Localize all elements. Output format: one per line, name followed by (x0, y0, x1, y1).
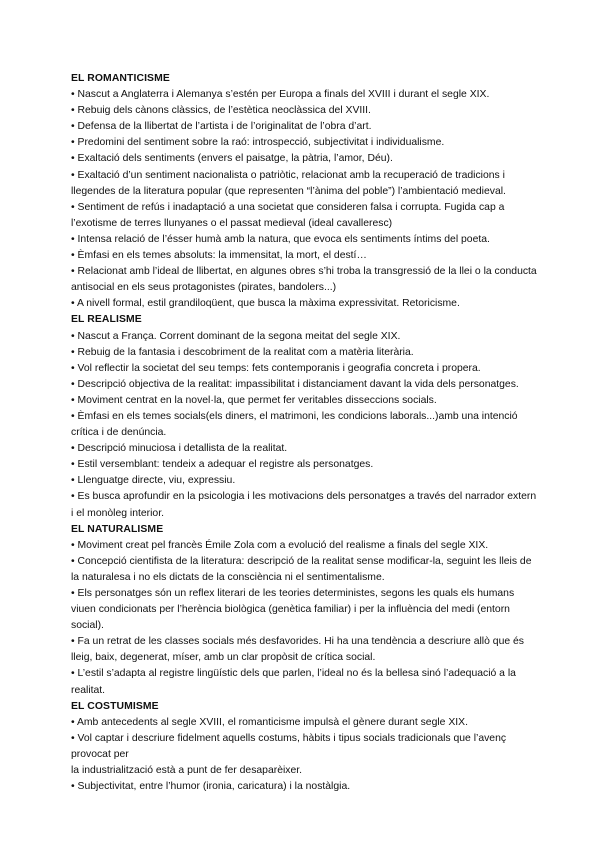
section-title: EL REALISME (71, 314, 142, 326)
list-item: • Amb antecedents al segle XVIII, el romanticisme impulsà el gènere durant segle XIX. (71, 716, 468, 728)
list-item: • Vol captar i descriure fidelment aquells costums, hàbits i tipus socials tradicionals que l’avenç provocat per (71, 732, 507, 760)
list-item: • Estil versemblant: tendeix a adequar el registre als personatges. (71, 459, 374, 471)
list-item: • Rebuig dels cànons clàssics, de l’estètica neoclàssica del XVIII. (71, 105, 371, 117)
list-item: • Èmfasi en els temes absoluts: la immensitat, la mort, el destí… (71, 250, 367, 262)
list-item: • Nascut a Anglaterra i Alemanya s’estén per Europa a finals del XVIII i durant el segle XIX. (71, 89, 490, 101)
section-title: EL NATURALISME (71, 523, 164, 535)
list-item: • Nascut a França. Corrent dominant de la segona meitat del segle XIX. (71, 330, 401, 342)
section-realisme (71, 312, 540, 521)
list-item: • Descripció objectiva de la realitat: impassibilitat i distanciament davant la vida dels personatges. (71, 378, 519, 390)
section-title: EL ROMANTICISME (71, 73, 170, 84)
list-item: • Intensa relació de l’ésser humà amb la natura, que evoca els sentiments íntims del poeta. (71, 233, 490, 245)
list-item: • Rebuig de la fantasia i descobriment de la realitat com a matèria literària. (71, 346, 414, 358)
list-item: • Predomini del sentiment sobre la raó: introspecció, subjectivitat i individualisme. (71, 137, 445, 149)
list-item: • Moviment creat pel francès Émile Zola com a evolució del realisme a finals del segle XIX. (71, 539, 489, 551)
list-item: • Èmfasi en els temes socials(els diners, el matrimoni, les condicions laborals...)amb una intenció crítica i de denúncia. (71, 410, 518, 439)
list-item: • A nivell formal, estil grandiloqüent, que busca la màxima expressivitat. Retoricisme. (71, 298, 460, 310)
list-item: • Exaltació d’un sentiment nacionalista o patriòtic, relacionat amb la recuperació de tradicions i llegendes de la literatura popular (que representen “l’ànima del poble”) l’ambientació medieval. (71, 169, 506, 197)
list-item: • Concepció cientifista de la literatura: descripció de la realitat sense modificar-la, seguint les lleis de la naturalesa i no els dictats de la consciència ni el sentimentalisme. (71, 555, 532, 583)
list-item: • Descripció minuciosa i detallista de la realitat. (71, 443, 288, 455)
list-item: • L’estil s’adapta al registre lingüístic dels que parlen, l’ideal no és la bellesa sinó l’adequació a la realitat. (71, 668, 516, 696)
section-title: EL COSTUMISME (71, 700, 159, 712)
section-romanticisme (71, 71, 540, 312)
list-item: • Exaltació dels sentiments (envers el paisatge, la pàtria, l’amor, Déu). (71, 153, 393, 165)
list-item: • Llenguatge directe, viu, expressiu. (71, 475, 236, 487)
section-naturalisme (71, 522, 540, 699)
list-item: • Moviment centrat en la novel·la, que permet fer veritables disseccions socials. (71, 394, 437, 406)
list-item: • Subjectivitat, entre l’humor (ironia, caricatura) i la nostàlgia. (71, 781, 351, 793)
list-item: • Vol reflectir la societat del seu temps: fets contemporanis i geografia concreta i propera. (71, 362, 481, 374)
list-item: • Defensa de la llibertat de l’artista i de l’originalitat de l’obra d’art. (71, 121, 372, 133)
list-item: • Es busca aprofundir en la psicologia i les motivacions dels personatges a través del narrador extern i el monòleg interior. (71, 491, 537, 519)
list-item: • Relacionat amb l’ideal de llibertat, en algunes obres s’hi troba la transgressió de la llei o la conducta antisocial en els seus protagonistes (pirates, bandolers...) (71, 266, 537, 294)
list-item: • Fa un retrat de les classes socials més desfavorides. Hi ha una tendència a descriure allò que és lleig, baix, degenerat, míser, amb un clar propòsit de crítica social. (71, 636, 524, 664)
list-item: • Sentiment de refús i inadaptació a una societat que consideren falsa i corrupta. Fugida cap a l’exotisme de terres llunyanes o el passat medieval (ideal cavalleresc) (71, 201, 505, 229)
list-item: • Els personatges són un reflex literari de les teories deterministes, segons les quals els humans viuen condicionats per l’herència biològica (genètica familiar) i per la influència del medi (entorn social). (71, 588, 515, 632)
section-costumisme (71, 699, 540, 796)
list-item: la industrialització està a punt de fer desaparèixer. (71, 765, 303, 777)
